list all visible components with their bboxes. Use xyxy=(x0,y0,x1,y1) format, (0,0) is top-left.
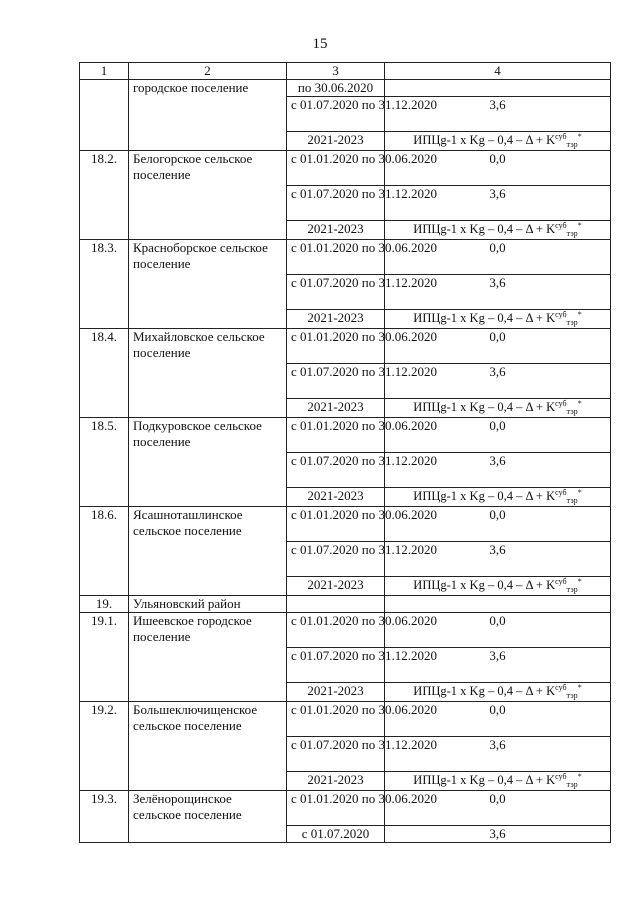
value-cell xyxy=(385,596,611,613)
formula-subscript: тэр xyxy=(566,691,578,700)
formula-footnote-mark: * xyxy=(577,577,582,586)
formula-superscript: суб xyxy=(555,221,567,230)
period-cell: с 01.07.2020 по 31.12.2020 xyxy=(287,364,385,399)
formula-cell xyxy=(385,683,611,702)
formula-subscript: тэр xyxy=(566,780,578,789)
district-name: Ульяновский район xyxy=(129,596,287,613)
formula-subscript: тэр xyxy=(566,585,578,594)
value-cell: 0,0 xyxy=(385,418,611,453)
table-row xyxy=(80,613,611,648)
formula-text: ИПЦg-1 x Kg – 0,4 – Δ + K xyxy=(413,400,556,414)
row-number: 19.2. xyxy=(80,702,129,791)
formula-text: ИПЦg-1 x Kg – 0,4 – Δ + K xyxy=(413,222,556,236)
value-cell: 3,6 xyxy=(385,186,611,221)
formula-superscript: суб xyxy=(555,772,567,781)
table-row xyxy=(80,329,611,364)
row-number xyxy=(80,80,129,151)
formula-cell xyxy=(385,772,611,791)
value-cell: 3,6 xyxy=(385,737,611,772)
period-cell: с 01.07.2020 по 31.12.2020 xyxy=(287,275,385,310)
period-cell: 2021-2023 xyxy=(287,683,385,702)
formula-superscript: суб xyxy=(555,488,567,497)
formula-text: ИПЦg-1 x Kg – 0,4 – Δ + K xyxy=(413,133,556,147)
period-cell: с 01.07.2020 по 31.12.2020 xyxy=(287,186,385,221)
period-cell: 2021-2023 xyxy=(287,488,385,507)
value-cell: 0,0 xyxy=(385,702,611,737)
table-row xyxy=(80,596,611,613)
value-cell: 0,0 xyxy=(385,613,611,648)
period-cell: с 01.01.2020 по 30.06.2020 xyxy=(287,702,385,737)
period-cell: с 01.01.2020 по 30.06.2020 xyxy=(287,240,385,275)
value-cell: 3,6 xyxy=(385,648,611,683)
value-cell: 0,0 xyxy=(385,151,611,186)
period-cell: с 01.07.2020 по 31.12.2020 xyxy=(287,542,385,577)
period-cell: с 01.01.2020 по 30.06.2020 xyxy=(287,151,385,186)
settlement-name: Михайловское сельское поселение xyxy=(129,329,287,418)
settlement-name: Ясашноташлинское сельское поселение xyxy=(129,507,287,596)
formula-footnote-mark: * xyxy=(577,221,582,230)
formula-superscript: суб xyxy=(555,310,567,319)
page-number: 15 xyxy=(312,36,328,52)
formula-text: ИПЦg-1 x Kg – 0,4 – Δ + K xyxy=(413,773,556,787)
period-cell: 2021-2023 xyxy=(287,577,385,596)
formula-cell xyxy=(385,132,611,151)
settlement-name: Ишеевское городское поселение xyxy=(129,613,287,702)
formula-text: ИПЦg-1 x Kg – 0,4 – Δ + K xyxy=(413,489,556,503)
value-cell: 0,0 xyxy=(385,240,611,275)
tariff-table xyxy=(79,62,611,843)
row-number: 18.3. xyxy=(80,240,129,329)
value-cell: 0,0 xyxy=(385,507,611,542)
formula-subscript: тэр xyxy=(566,496,578,505)
period-cell: 2021-2023 xyxy=(287,772,385,791)
period-cell: с 01.01.2020 по 30.06.2020 xyxy=(287,507,385,542)
row-number: 18.5. xyxy=(80,418,129,507)
period-cell: с 01.07.2020 по 31.12.2020 xyxy=(287,453,385,488)
formula-cell xyxy=(385,488,611,507)
table-row xyxy=(80,418,611,453)
formula-footnote-mark: * xyxy=(577,772,582,781)
period-cell: с 01.07.2020 по 31.12.2020 xyxy=(287,97,385,132)
value-cell: 0,0 xyxy=(385,329,611,364)
period-cell: с 01.07.2020 xyxy=(287,826,385,843)
period-cell: 2021-2023 xyxy=(287,132,385,151)
formula-cell xyxy=(385,221,611,240)
period-cell: с 01.01.2020 по 30.06.2020 xyxy=(287,613,385,648)
formula-cell xyxy=(385,399,611,418)
period-cell: 2021-2023 xyxy=(287,310,385,329)
period-cell: 2021-2023 xyxy=(287,399,385,418)
formula-footnote-mark: * xyxy=(577,132,582,141)
period-cell: с 01.01.2020 по 30.06.2020 xyxy=(287,418,385,453)
formula-superscript: суб xyxy=(555,683,567,692)
row-number: 19.3. xyxy=(80,791,129,843)
value-cell xyxy=(385,80,611,97)
formula-text: ИПЦg-1 x Kg – 0,4 – Δ + K xyxy=(413,684,556,698)
table-row xyxy=(80,791,611,826)
formula-subscript: тэр xyxy=(566,140,578,149)
formula-subscript: тэр xyxy=(566,318,578,327)
settlement-name: городское поселение xyxy=(129,80,287,151)
district-number: 19. xyxy=(80,596,129,613)
table-row xyxy=(80,240,611,275)
settlement-name: Подкуровское сельское поселение xyxy=(129,418,287,507)
value-cell: 3,6 xyxy=(385,826,611,843)
period-cell: с 01.01.2020 по 30.06.2020 xyxy=(287,791,385,826)
period-cell: по 30.06.2020 xyxy=(287,80,385,97)
row-number: 18.6. xyxy=(80,507,129,596)
period-cell: 2021-2023 xyxy=(287,221,385,240)
formula-cell xyxy=(385,310,611,329)
formula-superscript: суб xyxy=(555,132,567,141)
period-cell: с 01.07.2020 по 31.12.2020 xyxy=(287,648,385,683)
formula-footnote-mark: * xyxy=(577,683,582,692)
settlement-name: Большеключищенское сельское поселение xyxy=(129,702,287,791)
value-cell: 3,6 xyxy=(385,453,611,488)
formula-footnote-mark: * xyxy=(577,488,582,497)
formula-text: ИПЦg-1 x Kg – 0,4 – Δ + K xyxy=(413,578,556,592)
value-cell: 3,6 xyxy=(385,364,611,399)
value-cell: 3,6 xyxy=(385,542,611,577)
period-cell: с 01.07.2020 по 31.12.2020 xyxy=(287,737,385,772)
table-row xyxy=(80,507,611,542)
header-col-3: 3 xyxy=(287,63,385,80)
formula-subscript: тэр xyxy=(566,229,578,238)
settlement-name: Зелёнорощинское сельское поселение xyxy=(129,791,287,843)
header-col-4: 4 xyxy=(385,63,611,80)
formula-footnote-mark: * xyxy=(577,310,582,319)
table-row xyxy=(80,702,611,737)
row-number: 19.1. xyxy=(80,613,129,702)
formula-superscript: суб xyxy=(555,399,567,408)
formula-cell xyxy=(385,577,611,596)
settlement-name: Белогорское сельское поселение xyxy=(129,151,287,240)
table-row xyxy=(80,80,611,97)
formula-footnote-mark: * xyxy=(577,399,582,408)
header-col-2: 2 xyxy=(129,63,287,80)
header-col-1: 1 xyxy=(80,63,129,80)
period-cell: с 01.01.2020 по 30.06.2020 xyxy=(287,329,385,364)
settlement-name: Красноборское сельское поселение xyxy=(129,240,287,329)
value-cell: 3,6 xyxy=(385,275,611,310)
formula-text: ИПЦg-1 x Kg – 0,4 – Δ + K xyxy=(413,311,556,325)
table-row xyxy=(80,151,611,186)
row-number: 18.2. xyxy=(80,151,129,240)
header-row xyxy=(80,63,611,80)
row-number: 18.4. xyxy=(80,329,129,418)
formula-subscript: тэр xyxy=(566,407,578,416)
value-cell: 0,0 xyxy=(385,791,611,826)
period-cell xyxy=(287,596,385,613)
value-cell: 3,6 xyxy=(385,97,611,132)
formula-superscript: суб xyxy=(555,577,567,586)
